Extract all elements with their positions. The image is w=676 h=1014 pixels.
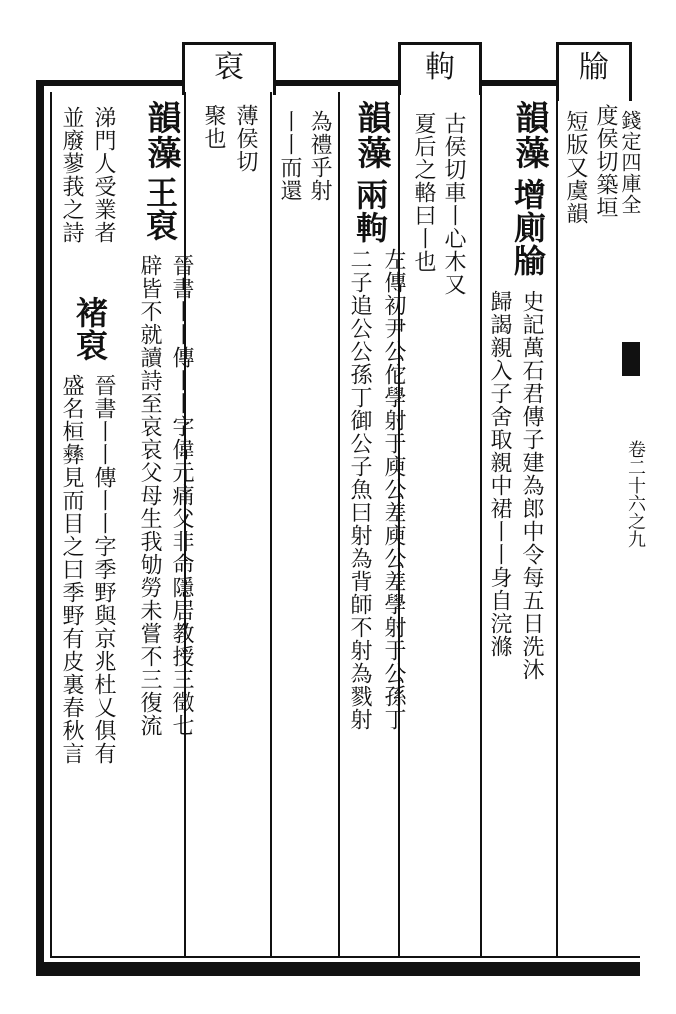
yunzao-heading: 韻藻 [141, 100, 181, 170]
entry-yu-reading: 度侯切築垣 [593, 104, 618, 219]
quote-jinshu-wangpou: 晉書丨丨傳丨丨字偉元痛父非命隱居教授三徵七 [169, 254, 194, 737]
quote-jinshu-chupou-cont: 盛名桓彝見而目之曰季野有皮裏春秋言 [59, 374, 84, 765]
tab-yu-label: 牏 [579, 50, 609, 85]
column-rule [338, 92, 340, 958]
quote-zuozhuan-end-2: 丨丨而還 [277, 110, 302, 202]
column-rule [270, 92, 272, 958]
entry-pou-gloss: 聚也 [201, 104, 226, 150]
quote-shiji-cont: 歸謁親入子舍取親中裙丨丨身自浣滌 [487, 290, 512, 658]
quote-zuozhuan: 左傳初尹公佗學射于庾公差庾公差學射于公孫丁 [381, 248, 406, 731]
frame-top-segment [270, 80, 398, 86]
term-wang-pou: 王裒 [141, 176, 179, 242]
yunzao-heading: 韻藻 [509, 100, 549, 170]
quote-shiji: 史記萬石君傳子建為郎中令每五日洗沐 [519, 290, 544, 681]
quote-zuozhuan-end: 為禮乎射 [307, 110, 332, 202]
quote-jinshu-wangpou-end: 涕門人受業者 [91, 106, 116, 244]
quote-jinshu-wangpou-cont: 辟皆不就讀詩至哀哀父母生我劬勞未嘗不三復流 [137, 254, 162, 737]
column-rule [480, 92, 482, 958]
entry-ju-gloss: 夏后之輅曰丨也 [411, 112, 436, 273]
frame-inner-left-rule [50, 92, 52, 958]
tab-pou [182, 42, 276, 95]
tab-ju-label: 軥 [425, 50, 455, 85]
entry-ju-reading: 古侯切車丨心木又 [441, 112, 466, 296]
yunzao-heading: 韻藻 [351, 100, 391, 170]
entry-yu-gloss: 短版又虞韻 [563, 110, 588, 225]
column-rule [556, 92, 558, 958]
frame-top-segment [476, 80, 558, 86]
tab-pou-label: 裒 [214, 50, 244, 85]
quote-zuozhuan-cont: 二子追公公孫丁御公子魚曰射為背師不射為戮射 [347, 248, 372, 731]
margin-fishtail-block [622, 342, 640, 376]
quote-jinshu-chupou: 晉書丨丨傳丨丨字季野與京兆杜乂俱有 [91, 374, 116, 765]
frame-inner-bottom-rule [50, 956, 640, 958]
entry-pou-reading: 薄侯切 [233, 104, 258, 173]
term-zeng-ce-yu: 增廁牏 [509, 178, 547, 277]
term-chu-pou: 褚裒 [71, 296, 109, 362]
margin-volume-label: 卷二十六之九 [625, 440, 646, 548]
frame-bottom-border [36, 962, 640, 976]
tab-ju [398, 42, 482, 95]
frame-left-border [36, 80, 44, 976]
frame-top-segment [36, 80, 184, 86]
quote-jinshu-wangpou-end-2: 並廢蓼莪之詩 [59, 106, 84, 244]
tab-yu [556, 42, 632, 101]
margin-top-chars: 錢定四庫全 [618, 110, 642, 215]
term-liang-ju: 兩軥 [351, 178, 389, 244]
